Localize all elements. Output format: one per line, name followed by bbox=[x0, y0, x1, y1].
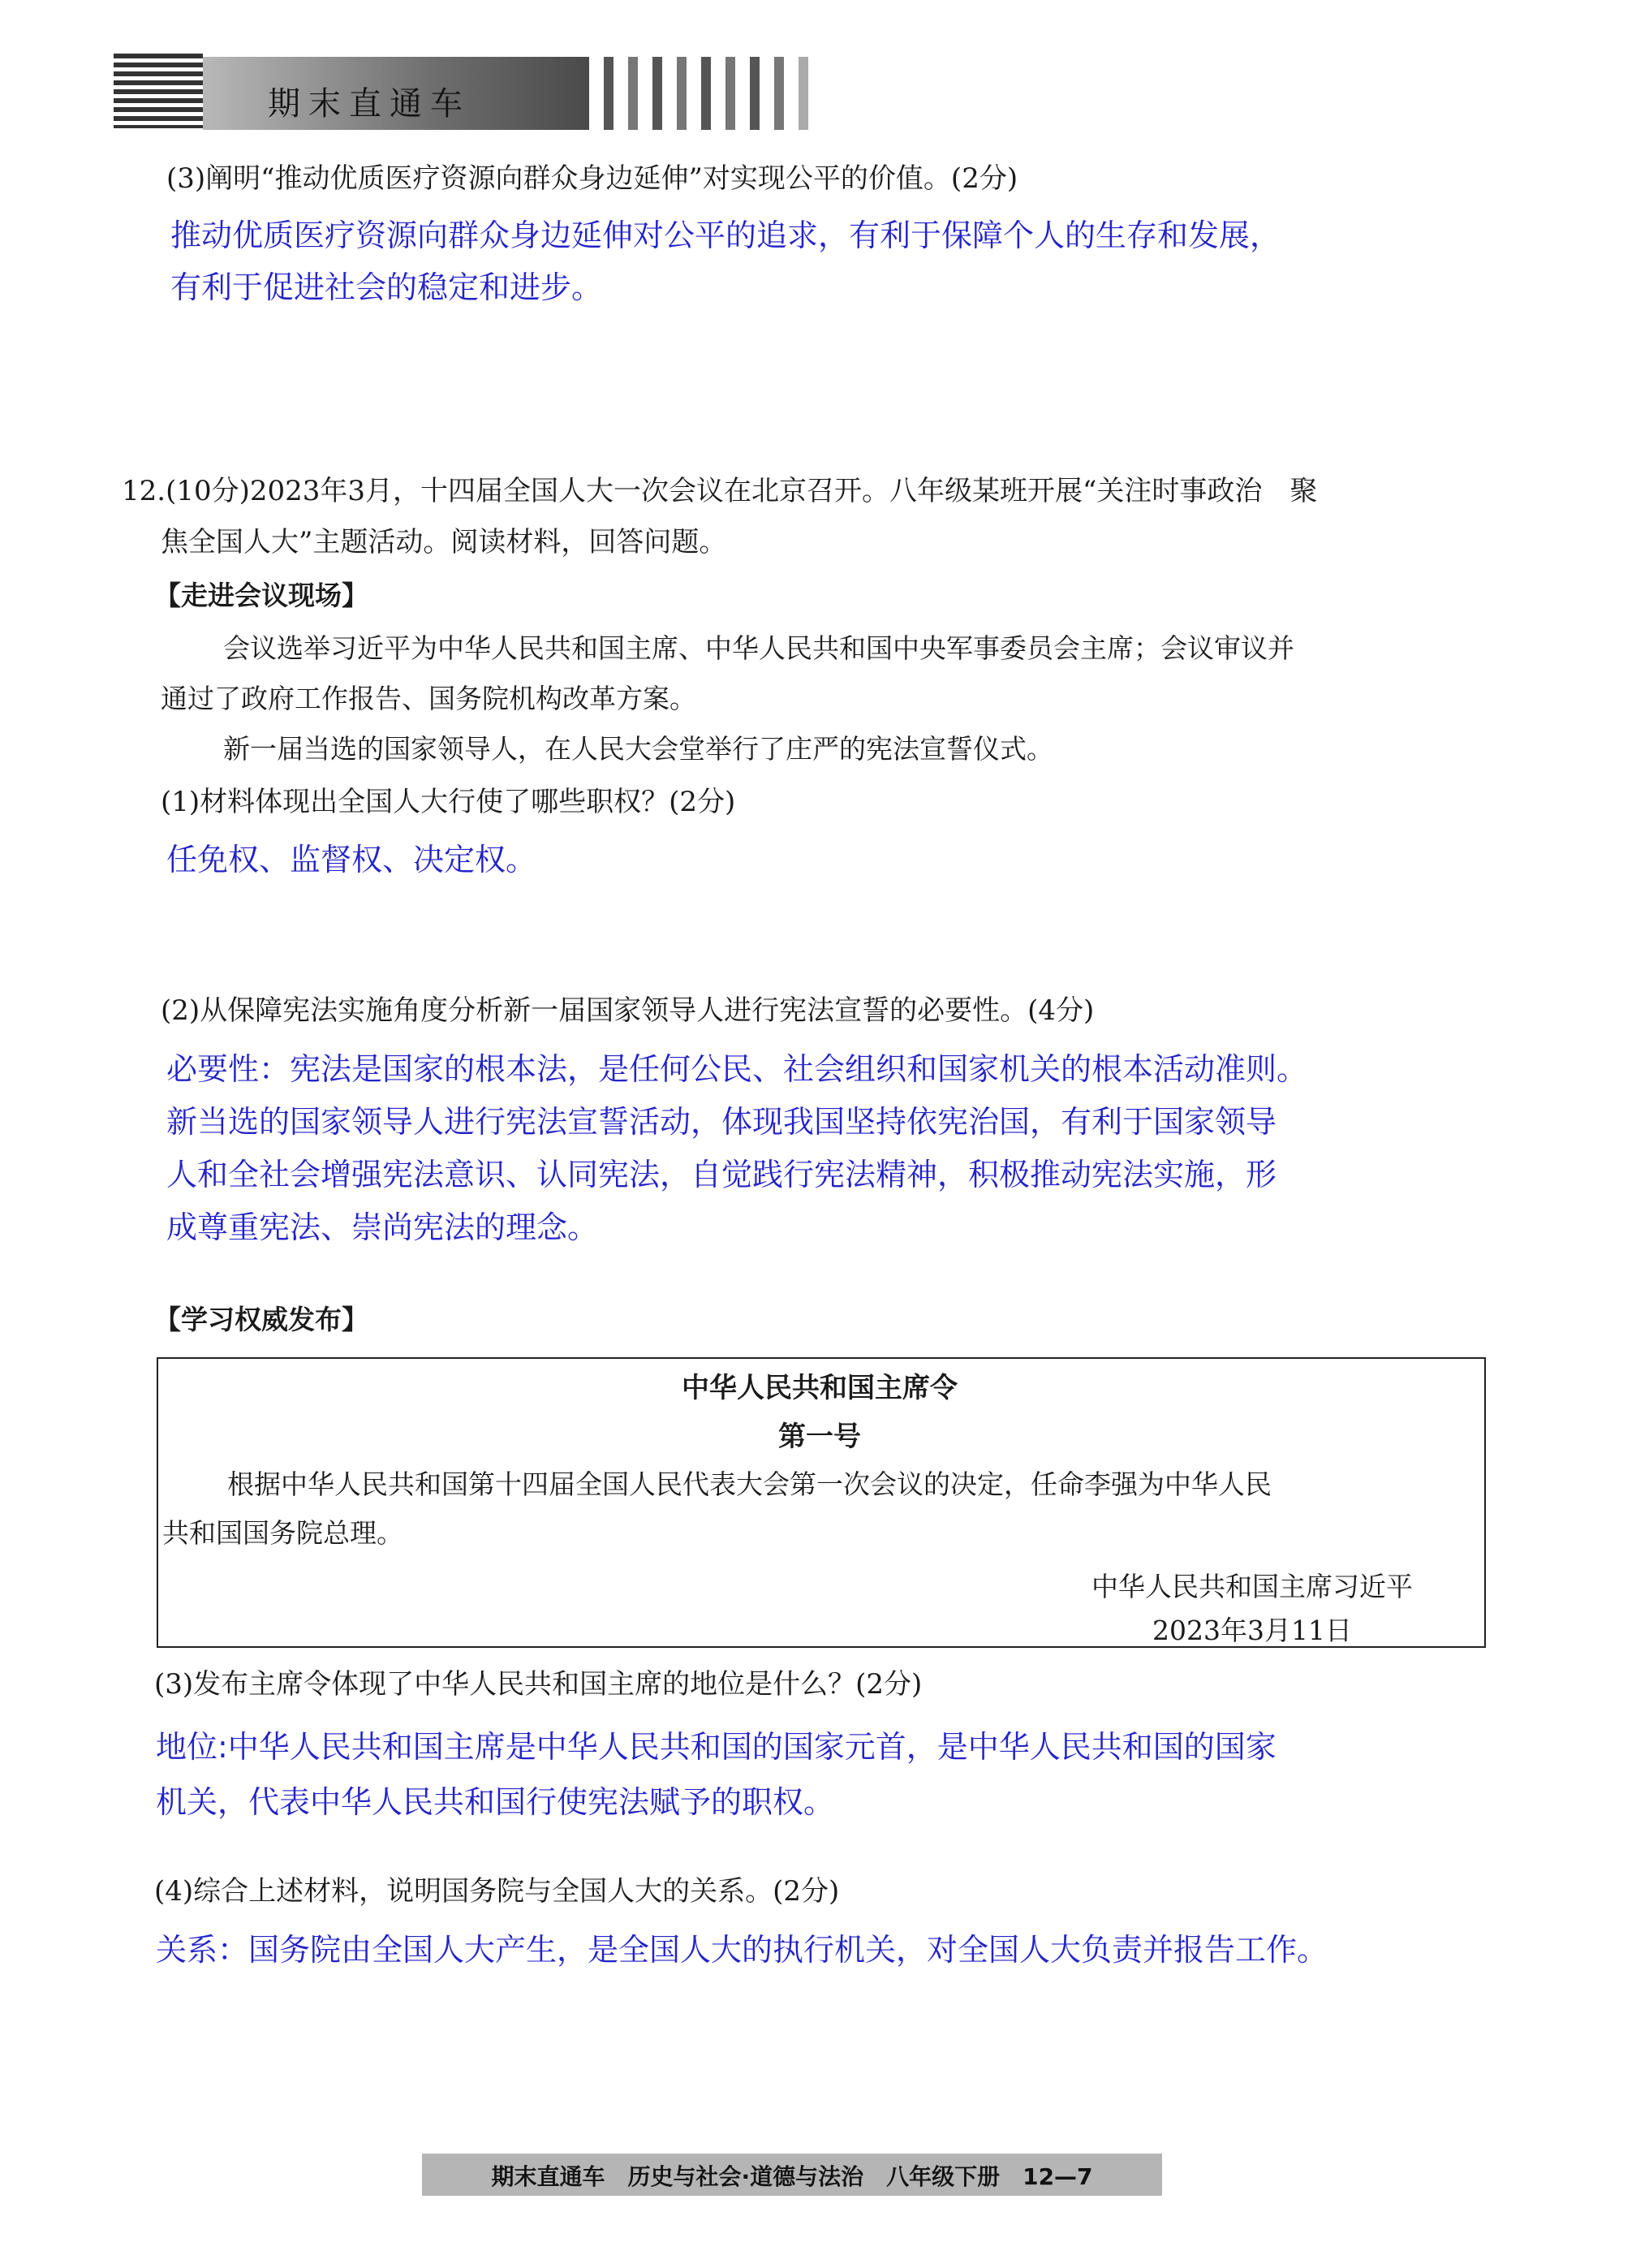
section1-title: 【走进会议现场】 bbox=[154, 580, 368, 611]
header-stripes bbox=[114, 54, 203, 128]
q11-3-answer-line-2: 有利于促进社会的稳定和进步。 bbox=[170, 269, 603, 305]
q12-4-answer: 关系：国务院由全国人大产生，是全国人大的执行机关，对全国人大负责并报告工作。 bbox=[156, 1932, 1328, 1968]
header-title: 期末直通车 bbox=[268, 85, 471, 123]
q12-2-answer-line-2: 新当选的国家领导人进行宪法宣誓活动，体现我国坚持依宪治国，有利于国家领导 bbox=[166, 1104, 1277, 1140]
q11-3-answer-line-1: 推动优质医疗资源向群众身边延伸对公平的追求，有利于保障个人的生存和发展， bbox=[170, 218, 1281, 253]
footer-text: 期末直通车 历史与社会·道德与法治 八年级下册 12—7 bbox=[491, 2163, 1093, 2190]
decree-signature: 中华人民共和国主席习近平 bbox=[1091, 1571, 1413, 1602]
q12-1-question: (1)材料体现出全国人大行使了哪些职权？(2分) bbox=[161, 786, 736, 818]
q12-2-answer-line-4: 成尊重宪法、崇尚宪法的理念。 bbox=[166, 1209, 599, 1245]
decree-body-line-1: 根据中华人民共和国第十四届全国人民代表大会第一次会议的决定，任命李强为中华人民 bbox=[227, 1468, 1272, 1500]
q12-intro-line-2: 焦全国人大”主题活动。阅读材料，回答问题。 bbox=[161, 526, 727, 558]
decree-title: 中华人民共和国主席令 bbox=[682, 1372, 958, 1404]
q12-3-answer-line-1: 地位:中华人民共和国主席是中华人民共和国的国家元首，是中华人民共和国的国家 bbox=[156, 1729, 1277, 1765]
section2-title: 【学习权威发布】 bbox=[154, 1304, 368, 1335]
q12-1-answer: 任免权、监督权、决定权。 bbox=[166, 842, 537, 877]
q12-3-question: (3)发布主席令体现了中华人民共和国主席的地位是什么？(2分) bbox=[154, 1668, 923, 1701]
section1-text-line-3: 新一届当选的国家领导人，在人民大会堂举行了庄严的宪法宣誓仪式。 bbox=[223, 733, 1053, 765]
decree-body-line-2: 共和国国务院总理。 bbox=[162, 1517, 403, 1549]
q12-3-answer-line-2: 机关，代表中华人民共和国行使宪法赋予的职权。 bbox=[156, 1784, 835, 1820]
header-bars bbox=[604, 57, 808, 130]
decree-date: 2023年3月11日 bbox=[1152, 1615, 1352, 1646]
q12-intro-line-1: 12.(10分)2023年3月，十四届全国人大一次会议在北京召开。八年级某班开展“关注时事政治 聚 bbox=[122, 475, 1318, 507]
q12-2-question: (2)从保障宪法实施角度分析新一届国家领导人进行宪法宣誓的必要性。(4分) bbox=[161, 994, 1095, 1027]
q12-2-answer-line-3: 人和全社会增强宪法意识、认同宪法，自觉践行宪法精神，积极推动宪法实施，形 bbox=[166, 1157, 1277, 1192]
section1-text-line-1: 会议选举习近平为中华人民共和国主席、中华人民共和国中央军事委员会主席；会议审议并 bbox=[223, 632, 1294, 664]
q12-2-answer-line-1: 必要性：宪法是国家的根本法，是任何公民、社会组织和国家机关的根本活动准则。 bbox=[166, 1051, 1308, 1087]
decree-number: 第一号 bbox=[778, 1421, 861, 1453]
q12-4-question: (4)综合上述材料，说明国务院与全国人大的关系。(2分) bbox=[154, 1875, 840, 1908]
section1-text-line-2: 通过了政府工作报告、国务院机构改革方案。 bbox=[161, 683, 696, 714]
q11-3-question: (3)阐明“推动优质医疗资源向群众身边延伸”对实现公平的价值。(2分) bbox=[166, 162, 1018, 195]
